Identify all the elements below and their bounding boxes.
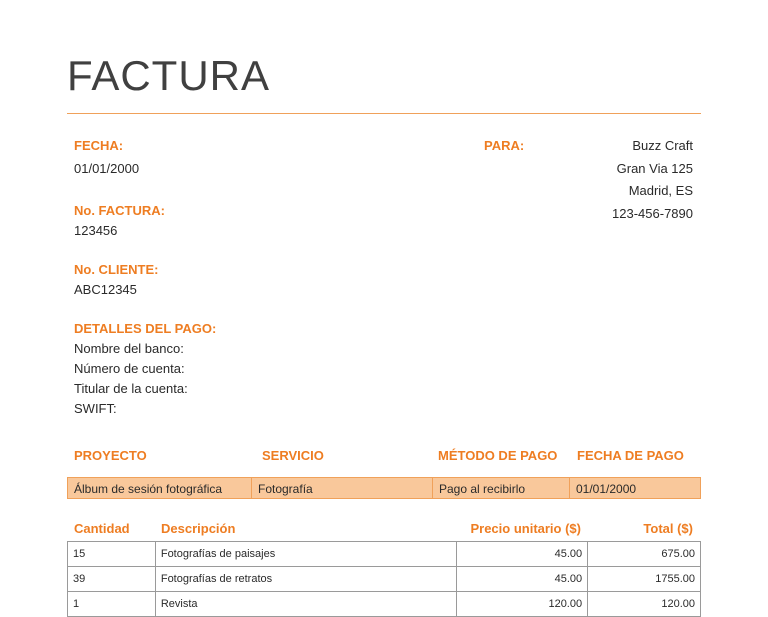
unit-price-cell: 45.00	[457, 542, 588, 567]
quantity-header: Cantidad	[74, 521, 130, 536]
project-row	[67, 477, 701, 499]
description-header: Descripción	[161, 521, 236, 536]
date-value: 01/01/2000	[74, 161, 140, 176]
quantity-cell: 1	[68, 592, 156, 617]
payment-method-header: MÉTODO DE PAGO	[438, 448, 558, 463]
title-divider	[67, 113, 701, 114]
table-row	[68, 567, 701, 592]
quantity-cell: 39	[68, 567, 156, 592]
description-cell: Fotografías de paisajes	[155, 542, 456, 567]
bank-name-line: Nombre del banco:	[74, 341, 184, 356]
project-cell: Álbum de sesión fotográfica	[68, 478, 252, 498]
table-row	[68, 592, 701, 617]
invoice-title: FACTURA	[67, 52, 271, 99]
table-row	[68, 542, 701, 567]
items-table	[67, 541, 701, 617]
service-cell: Fotografía	[252, 478, 433, 498]
account-number-line: Número de cuenta:	[74, 361, 185, 376]
description-cell: Revista	[155, 592, 456, 617]
swift-line: SWIFT:	[74, 401, 117, 416]
account-holder-line: Titular de la cuenta:	[74, 381, 188, 396]
payment-details-label: DETALLES DEL PAGO:	[74, 321, 217, 336]
total-header: Total ($)	[643, 521, 693, 536]
unit-price-header: Precio unitario ($)	[470, 521, 581, 536]
client-number-label: No. CLIENTE:	[74, 262, 159, 277]
description-cell: Fotografías de retratos	[155, 567, 456, 592]
unit-price-cell: 45.00	[457, 567, 588, 592]
recipient-city: Madrid, ES	[628, 183, 693, 198]
recipient-street: Gran Via 125	[616, 161, 693, 176]
quantity-cell: 15	[68, 542, 156, 567]
payment-date-header: FECHA DE PAGO	[577, 448, 684, 463]
date-label: FECHA:	[74, 138, 124, 153]
total-cell: 120.00	[588, 592, 701, 617]
recipient-name: Buzz Craft	[632, 138, 693, 153]
payment-method-cell: Pago al recibirlo	[433, 478, 570, 498]
total-cell: 675.00	[588, 542, 701, 567]
unit-price-cell: 120.00	[457, 592, 588, 617]
total-cell: 1755.00	[588, 567, 701, 592]
payment-date-cell: 01/01/2000	[576, 482, 637, 496]
client-number-value: ABC12345	[74, 282, 137, 297]
service-header: SERVICIO	[262, 448, 324, 463]
recipient-label: PARA:	[484, 138, 525, 153]
project-header: PROYECTO	[74, 448, 147, 463]
recipient-phone: 123-456-7890	[612, 206, 693, 221]
invoice-number-value: 123456	[74, 223, 118, 238]
invoice-number-label: No. FACTURA:	[74, 203, 165, 218]
